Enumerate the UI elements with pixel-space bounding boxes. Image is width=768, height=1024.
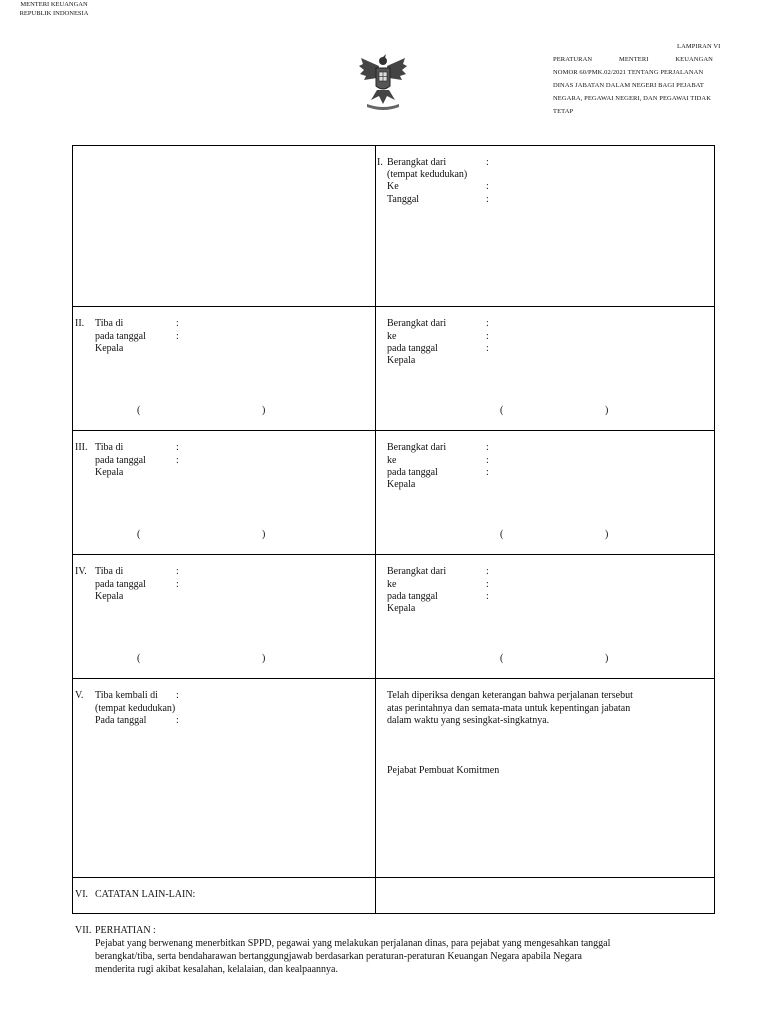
ministry-line-1: MENTERI KEUANGAN <box>20 1 88 8</box>
garuda-emblem-icon <box>357 52 409 110</box>
signature-paren-close: ) <box>605 405 609 416</box>
cell-row6-right <box>375 877 715 914</box>
section-6-catatan-label: CATATAN LAIN-LAIN: <box>95 889 196 900</box>
section-2-kepala-right: Kepala <box>387 355 416 366</box>
section-5-tempat-kedudukan: (tempat kedudukan) <box>95 703 176 714</box>
regulation-line-2: NOMOR 60/PMK.02/2021 TENTANG PERJALANAN <box>553 69 704 76</box>
section-3-tiba-di: Tiba di <box>95 442 124 453</box>
colon: : <box>486 579 489 590</box>
colon: : <box>486 331 489 342</box>
colon: : <box>176 690 179 701</box>
section-2-number: II. <box>75 318 85 329</box>
section-4-pada-tanggal: pada tanggal <box>95 579 146 590</box>
colon: : <box>486 566 489 577</box>
section-1-tanggal: Tanggal <box>387 194 420 205</box>
section-4-ke: ke <box>387 579 397 590</box>
colon: : <box>176 442 179 453</box>
section-1-ke: Ke <box>387 181 399 192</box>
colon: : <box>176 715 179 726</box>
section-1-colon: : <box>486 194 489 205</box>
section-5-number: V. <box>75 690 84 701</box>
signature-paren-close: ) <box>262 405 266 416</box>
section-7-line-2: berangkat/tiba, serta bendaharawan bertanggungjawab berdasarkan peraturan-peraturan Keuangan Negara apabila Negara <box>95 951 582 962</box>
signature-paren-open: ( <box>137 653 141 664</box>
signature-paren-open: ( <box>500 405 504 416</box>
section-7-perhatian-label: PERHATIAN : <box>95 925 156 936</box>
ministry-label <box>0 0 108 18</box>
section-7-line-3: menderita rugi akibat kesalahan, kelalaian, dan kealpaannya. <box>95 964 338 975</box>
section-4-kepala-right: Kepala <box>387 603 416 614</box>
regulation-word-2: MENTERI <box>618 56 649 63</box>
section-4-tiba-di: Tiba di <box>95 566 124 577</box>
section-2-ke: ke <box>387 331 397 342</box>
section-4-number: IV. <box>75 566 87 577</box>
colon: : <box>486 318 489 329</box>
colon: : <box>486 343 489 354</box>
regulation-word-1: PERATURAN <box>553 56 593 63</box>
signature-paren-close: ) <box>262 529 266 540</box>
section-4-kepala: Kepala <box>95 591 124 602</box>
section-2-berangkat-dari: Berangkat dari <box>387 318 447 329</box>
regulation-line-5: TETAP <box>553 108 574 115</box>
section-3-berangkat-dari: Berangkat dari <box>387 442 447 453</box>
section-1-colon: : <box>486 181 489 192</box>
section-2-pada-tanggal-right: pada tanggal <box>387 343 438 354</box>
regulation-line-1 <box>553 56 713 63</box>
signature-paren-open: ( <box>137 405 141 416</box>
signature-paren-close: ) <box>262 653 266 664</box>
section-2-tiba-di: Tiba di <box>95 318 124 329</box>
section-7-line-1: Pejabat yang berwenang menerbitkan SPPD, pegawai yang melakukan perjalanan dinas, para pejabat yang mengesahkan tanggal <box>95 938 611 949</box>
section-5-statement-line-1: Telah diperiksa dengan keterangan bahwa perjalanan tersebut <box>387 690 633 701</box>
signature-paren-open: ( <box>500 653 504 664</box>
colon: : <box>176 318 179 329</box>
section-5-pada-tanggal: Pada tanggal <box>95 715 147 726</box>
signature-paren-close: ) <box>605 653 609 664</box>
section-3-kepala: Kepala <box>95 467 124 478</box>
section-3-pada-tanggal: pada tanggal <box>95 455 146 466</box>
section-1-colon: : <box>486 157 489 168</box>
section-4-berangkat-dari: Berangkat dari <box>387 566 447 577</box>
signature-paren-close: ) <box>605 529 609 540</box>
section-5-statement-line-3: dalam waktu yang sesingkat-singkatnya. <box>387 715 550 726</box>
regulation-line-3: DINAS JABATAN DALAM NEGERI BAGI PEJABAT <box>553 82 704 89</box>
colon: : <box>486 591 489 602</box>
section-3-ke: ke <box>387 455 397 466</box>
ministry-line-2: REPUBLIK INDONESIA <box>19 10 89 17</box>
signature-paren-open: ( <box>137 529 141 540</box>
section-4-pada-tanggal-right: pada tanggal <box>387 591 438 602</box>
section-3-number: III. <box>75 442 88 453</box>
colon: : <box>486 467 489 478</box>
section-5-tiba-kembali: Tiba kembali di <box>95 690 158 701</box>
section-1-tempat-kedudukan: (tempat kedudukan) <box>387 169 468 180</box>
section-5-statement-line-2: atas perintahnya dan semata-mata untuk kepentingan jabatan <box>387 703 631 714</box>
colon: : <box>176 331 179 342</box>
colon: : <box>176 566 179 577</box>
section-6-number: VI. <box>75 889 89 900</box>
section-1-berangkat-dari: Berangkat dari <box>387 157 447 168</box>
colon: : <box>176 455 179 466</box>
colon: : <box>486 455 489 466</box>
section-7-number: VII. <box>75 925 92 936</box>
section-3-kepala-right: Kepala <box>387 479 416 490</box>
section-2-pada-tanggal: pada tanggal <box>95 331 146 342</box>
section-1-number: I. <box>377 157 383 168</box>
regulation-word-3: KEUANGAN <box>675 56 713 63</box>
signature-paren-open: ( <box>500 529 504 540</box>
section-2-kepala: Kepala <box>95 343 124 354</box>
colon: : <box>176 579 179 590</box>
section-5-pejabat: Pejabat Pembuat Komitmen <box>387 765 500 776</box>
colon: : <box>486 442 489 453</box>
lampiran-label: LAMPIRAN VI <box>677 43 721 50</box>
regulation-line-4: NEGARA, PEGAWAI NEGERI, DAN PEGAWAI TIDAK <box>553 95 712 102</box>
section-3-pada-tanggal-right: pada tanggal <box>387 467 438 478</box>
cell-row1-left <box>72 145 376 307</box>
